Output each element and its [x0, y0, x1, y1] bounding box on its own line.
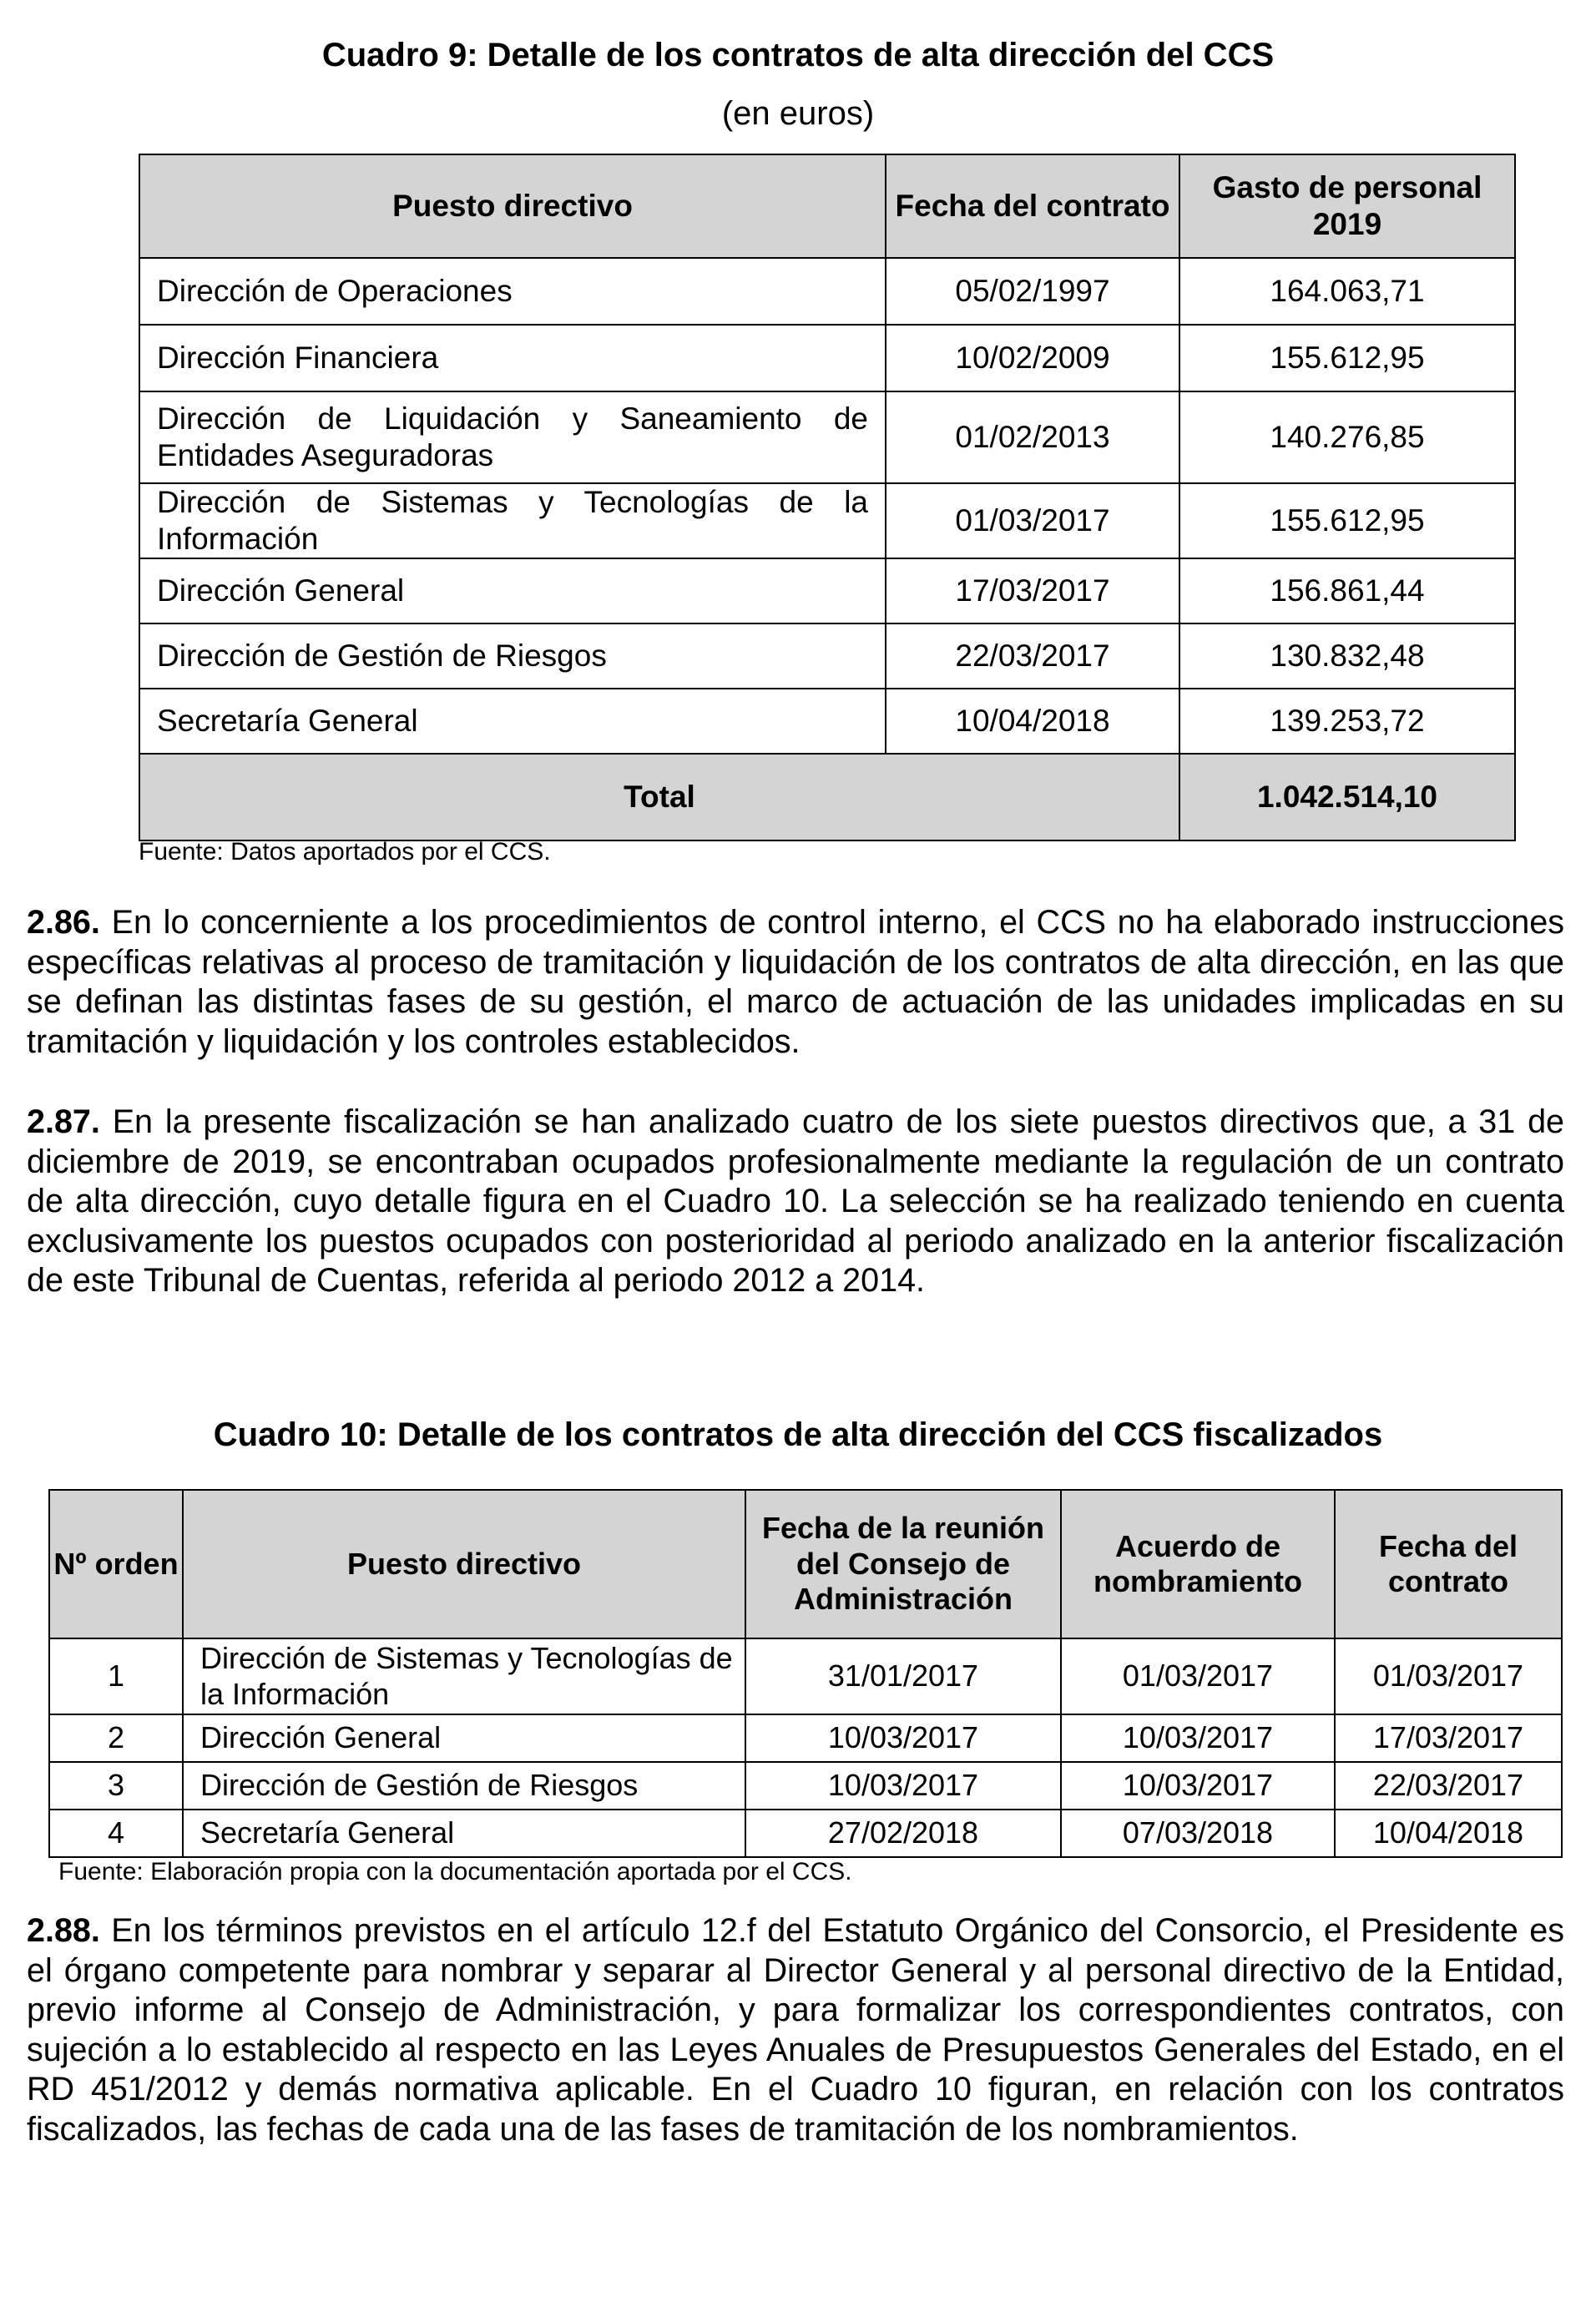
table9-cell-gasto: 140.276,85 — [1179, 391, 1515, 483]
table10-cell-puesto: Dirección de Sistemas y Tecnologías de la Información — [183, 1638, 745, 1714]
table9-header-fecha: Fecha del contrato — [886, 154, 1179, 258]
table-row — [49, 1810, 1562, 1857]
table10-cell-reunion: 10/03/2017 — [745, 1714, 1061, 1762]
table9-cell-puesto: Dirección de Sistemas y Tecnologías de la Información — [139, 483, 886, 558]
table-row — [139, 325, 1515, 391]
table9-cell-puesto: Dirección de Gestión de Riesgos — [139, 623, 886, 689]
table-row — [139, 391, 1515, 483]
table-row — [139, 483, 1515, 558]
table10-cell-orden: 2 — [49, 1714, 183, 1762]
table10-cell-puesto: Dirección de Gestión de Riesgos — [183, 1762, 745, 1810]
paragraph-2-86 — [27, 903, 1564, 1062]
table10 — [48, 1489, 1563, 1858]
table9-cell-puesto: Secretaría General — [139, 689, 886, 754]
table9-cell-fecha: 10/04/2018 — [886, 689, 1179, 754]
table10-source: Fuente: Elaboración propia con la documentación aportada por el CCS. — [58, 1858, 852, 1885]
table10-cell-reunion: 31/01/2017 — [745, 1638, 1061, 1714]
table-row — [49, 1714, 1562, 1762]
table-row — [49, 1638, 1562, 1714]
table9-cell-gasto: 155.612,95 — [1179, 483, 1515, 558]
table9-caption: Cuadro 9: Detalle de los contratos de alta dirección del CCS — [321, 37, 1275, 73]
table9-cell-fecha: 22/03/2017 — [886, 623, 1179, 689]
table10-header-reunion: Fecha de la reunión del Consejo de Administración — [745, 1490, 1061, 1638]
table9-cell-fecha: 01/02/2013 — [886, 391, 1179, 483]
table9-cell-puesto: Dirección de Operaciones — [139, 258, 886, 325]
paragraph-number: 2.86. — [27, 904, 100, 941]
table9-header-gasto: Gasto de personal 2019 — [1179, 154, 1515, 258]
table9-cell-puesto: Dirección General — [139, 558, 886, 623]
table9-cell-gasto: 164.063,71 — [1179, 258, 1515, 325]
table10-cell-reunion: 10/03/2017 — [745, 1762, 1061, 1810]
table10-header-row — [49, 1490, 1562, 1638]
table-row — [139, 558, 1515, 623]
table10-cell-acuerdo: 07/03/2018 — [1061, 1810, 1335, 1857]
table10-cell-orden: 1 — [49, 1638, 183, 1714]
table9-cell-fecha: 10/02/2009 — [886, 325, 1179, 391]
paragraph-2-88 — [27, 1911, 1564, 2149]
table10-cell-fecha: 10/04/2018 — [1335, 1810, 1562, 1857]
table10-cell-fecha: 01/03/2017 — [1335, 1638, 1562, 1714]
table9-cell-gasto: 130.832,48 — [1179, 623, 1515, 689]
table10-cell-acuerdo: 10/03/2017 — [1061, 1762, 1335, 1810]
table10-cell-orden: 4 — [49, 1810, 183, 1857]
table9 — [139, 154, 1516, 841]
table10-cell-reunion: 27/02/2018 — [745, 1810, 1061, 1857]
table10-cell-fecha: 17/03/2017 — [1335, 1714, 1562, 1762]
table9-subcaption: (en euros) — [721, 95, 875, 132]
table9-cell-fecha: 17/03/2017 — [886, 558, 1179, 623]
table10-cell-puesto: Dirección General — [183, 1714, 745, 1762]
table10-cell-orden: 3 — [49, 1762, 183, 1810]
table-row — [139, 689, 1515, 754]
table10-header-acuerdo: Acuerdo de nombramiento — [1061, 1490, 1335, 1638]
table10-caption: Cuadro 10: Detalle de los contratos de alta dirección del CCS fiscalizados — [213, 1416, 1383, 1453]
table10-header-fecha: Fecha del contrato — [1335, 1490, 1562, 1638]
table9-total-row — [139, 754, 1515, 840]
table9-total-label: Total — [139, 754, 1179, 840]
paragraph-text: En los términos previstos en el artículo 12.f del Estatuto Orgánico del Consorcio, el Presidente es el órgano competente para nombrar y separar al Director General y al personal directivo de la Entidad, previo informe al Consejo de Administración, y para formalizar los correspondientes contratos, con sujeción a lo establecido al respecto en las Leyes Anuales de Presupuestos Generales del Estado, en el RD 451/2012 y demás normativa aplicable. En el Cuadro 10 figuran, en relación con los contratos fiscalizados, las fechas de cada una de las fases de tramitación de los nombramientos. — [27, 1912, 1564, 2148]
table9-header-puesto: Puesto directivo — [139, 154, 886, 258]
table-row — [139, 623, 1515, 689]
paragraph-number: 2.87. — [27, 1103, 100, 1140]
table10-header-puesto: Puesto directivo — [183, 1490, 745, 1638]
paragraph-2-87 — [27, 1103, 1564, 1301]
paragraph-text: En la presente fiscalización se han analizado cuatro de los siete puestos directivos que, a 31 de diciembre de 2019, se encontraban ocupados profesionalmente mediante la regulación de un contrato de alta dirección, cuyo detalle figura en el Cuadro 10. La selección se ha realizado teniendo en cuenta exclusivamente los puestos ocupados con posterioridad al periodo analizado en la anterior fiscalización de este Tribunal de Cuentas, referida al periodo 2012 a 2014. — [27, 1103, 1565, 1299]
table9-cell-gasto: 155.612,95 — [1179, 325, 1515, 391]
table10-cell-puesto: Secretaría General — [183, 1810, 745, 1857]
table9-cell-puesto: Dirección de Liquidación y Saneamiento de Entidades Aseguradoras — [139, 391, 886, 483]
table9-total-value: 1.042.514,10 — [1179, 754, 1515, 840]
table10-cell-acuerdo: 01/03/2017 — [1061, 1638, 1335, 1714]
table9-source: Fuente: Datos aportados por el CCS. — [139, 838, 551, 866]
table10-cell-acuerdo: 10/03/2017 — [1061, 1714, 1335, 1762]
table10-header-orden: Nº orden — [49, 1490, 183, 1638]
table9-header-row — [139, 154, 1515, 258]
table9-cell-fecha: 05/02/1997 — [886, 258, 1179, 325]
table10-cell-fecha: 22/03/2017 — [1335, 1762, 1562, 1810]
table-row — [139, 258, 1515, 325]
table9-cell-gasto: 156.861,44 — [1179, 558, 1515, 623]
paragraph-number: 2.88. — [27, 1912, 100, 1949]
table9-cell-fecha: 01/03/2017 — [886, 483, 1179, 558]
table-row — [49, 1762, 1562, 1810]
table9-cell-puesto: Dirección Financiera — [139, 325, 886, 391]
table9-cell-gasto: 139.253,72 — [1179, 689, 1515, 754]
paragraph-text: En lo concerniente a los procedimientos de control interno, el CCS no ha elaborado instrucciones específicas relativas al proceso de tramitación y liquidación de los contratos de alta dirección, en las que se definan las distintas fases de su gestión, el marco de actuación de las unidades implicadas en su tramitación y liquidación y los controles establecidos. — [27, 904, 1564, 1060]
